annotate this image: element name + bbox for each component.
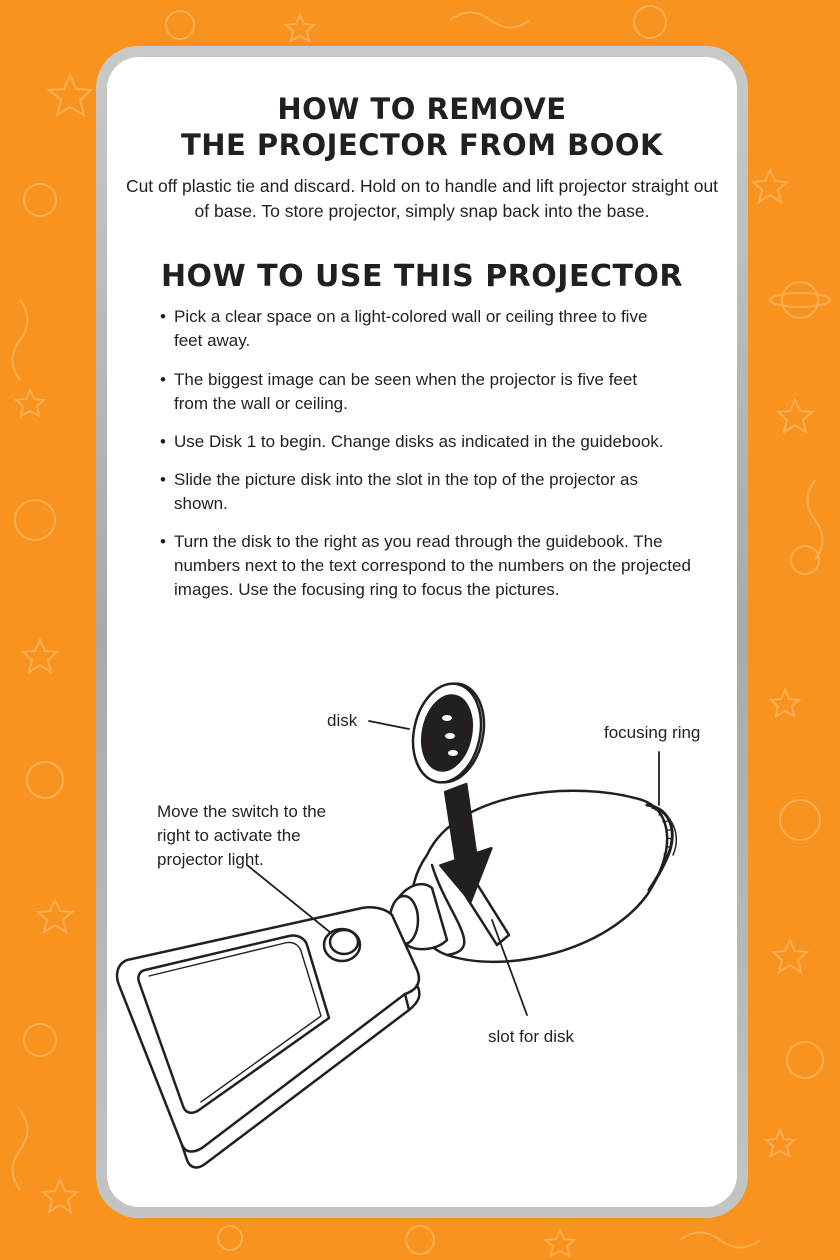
planet-icon [166,11,194,39]
star-icon [766,1130,794,1156]
star-icon [38,900,72,932]
bullet: • [160,370,166,389]
step-text: Slide the picture disk into the slot in the top of the projector as shown. [174,470,638,513]
planet-icon [15,500,55,540]
step-text: Pick a clear space on a light-colored wall or ceiling three to five feet away. [174,307,648,350]
planet-ring-icon [770,293,830,307]
planet-icon [787,1042,823,1078]
star-icon [49,75,91,115]
planet-icon [406,1226,434,1254]
bullet: • [160,470,166,489]
disk-label: disk [327,711,358,730]
swirl-doodle [808,480,823,560]
picture-disk-icon [404,677,492,789]
planet-icon [782,282,818,318]
step-text: Turn the disk to the right as you read through the guidebook. The numbers next to the text correspond to the numbers on the projected images. Use the focusing ring to focus the pictures. [174,532,691,599]
star-icon [43,1180,77,1212]
planet-icon [634,6,666,38]
use-heading: HOW TO USE THIS PROJECTOR [160,259,684,294]
planet-icon [24,1024,56,1056]
star-icon [23,640,57,672]
planet-icon [24,184,56,216]
step-item [160,305,654,353]
switch-leader-line [247,865,331,933]
step-item [160,468,674,516]
slot-label: slot for disk [488,1027,574,1046]
remove-heading-line2: THE PROJECTOR FROM BOOK [180,128,664,162]
step-item [160,368,674,416]
star-icon [546,1230,574,1256]
star-icon [16,390,44,416]
star-icon [778,400,812,432]
planet-icon [218,1226,242,1250]
star-icon [753,170,787,202]
step-text: The biggest image can be seen when the projector is five feet from the wall or ceiling. [174,370,638,413]
swirl-doodle [13,300,28,380]
bullet: • [160,532,166,551]
planet-icon [791,546,819,574]
remove-heading-line1: HOW TO REMOVE [277,92,567,126]
bullet: • [160,432,166,451]
switch-instruction-label: Move the switch to the right to activate the projector light. [157,802,327,869]
planet-icon [780,800,820,840]
light-switch-button [324,929,360,961]
swirl-doodle [450,13,530,28]
planet-icon [27,762,63,798]
bullet: • [160,307,166,326]
step-text: Use Disk 1 to begin. Change disks as indicated in the guidebook. [174,432,664,451]
swirl-doodle [680,1233,760,1248]
star-icon [773,940,807,972]
swirl-doodle [13,1110,28,1190]
step-item [160,430,754,454]
star-icon [286,15,314,41]
disk-leader-line [369,721,409,729]
step-item [160,530,694,602]
focusing-ring-label: focusing ring [604,723,701,742]
remove-instructions: Cut off plastic tie and discard. Hold on to handle and lift projector straight out of base. To store projector, simply snap back into the base. [125,176,719,221]
star-icon [771,690,799,716]
projector-body [117,907,419,1167]
